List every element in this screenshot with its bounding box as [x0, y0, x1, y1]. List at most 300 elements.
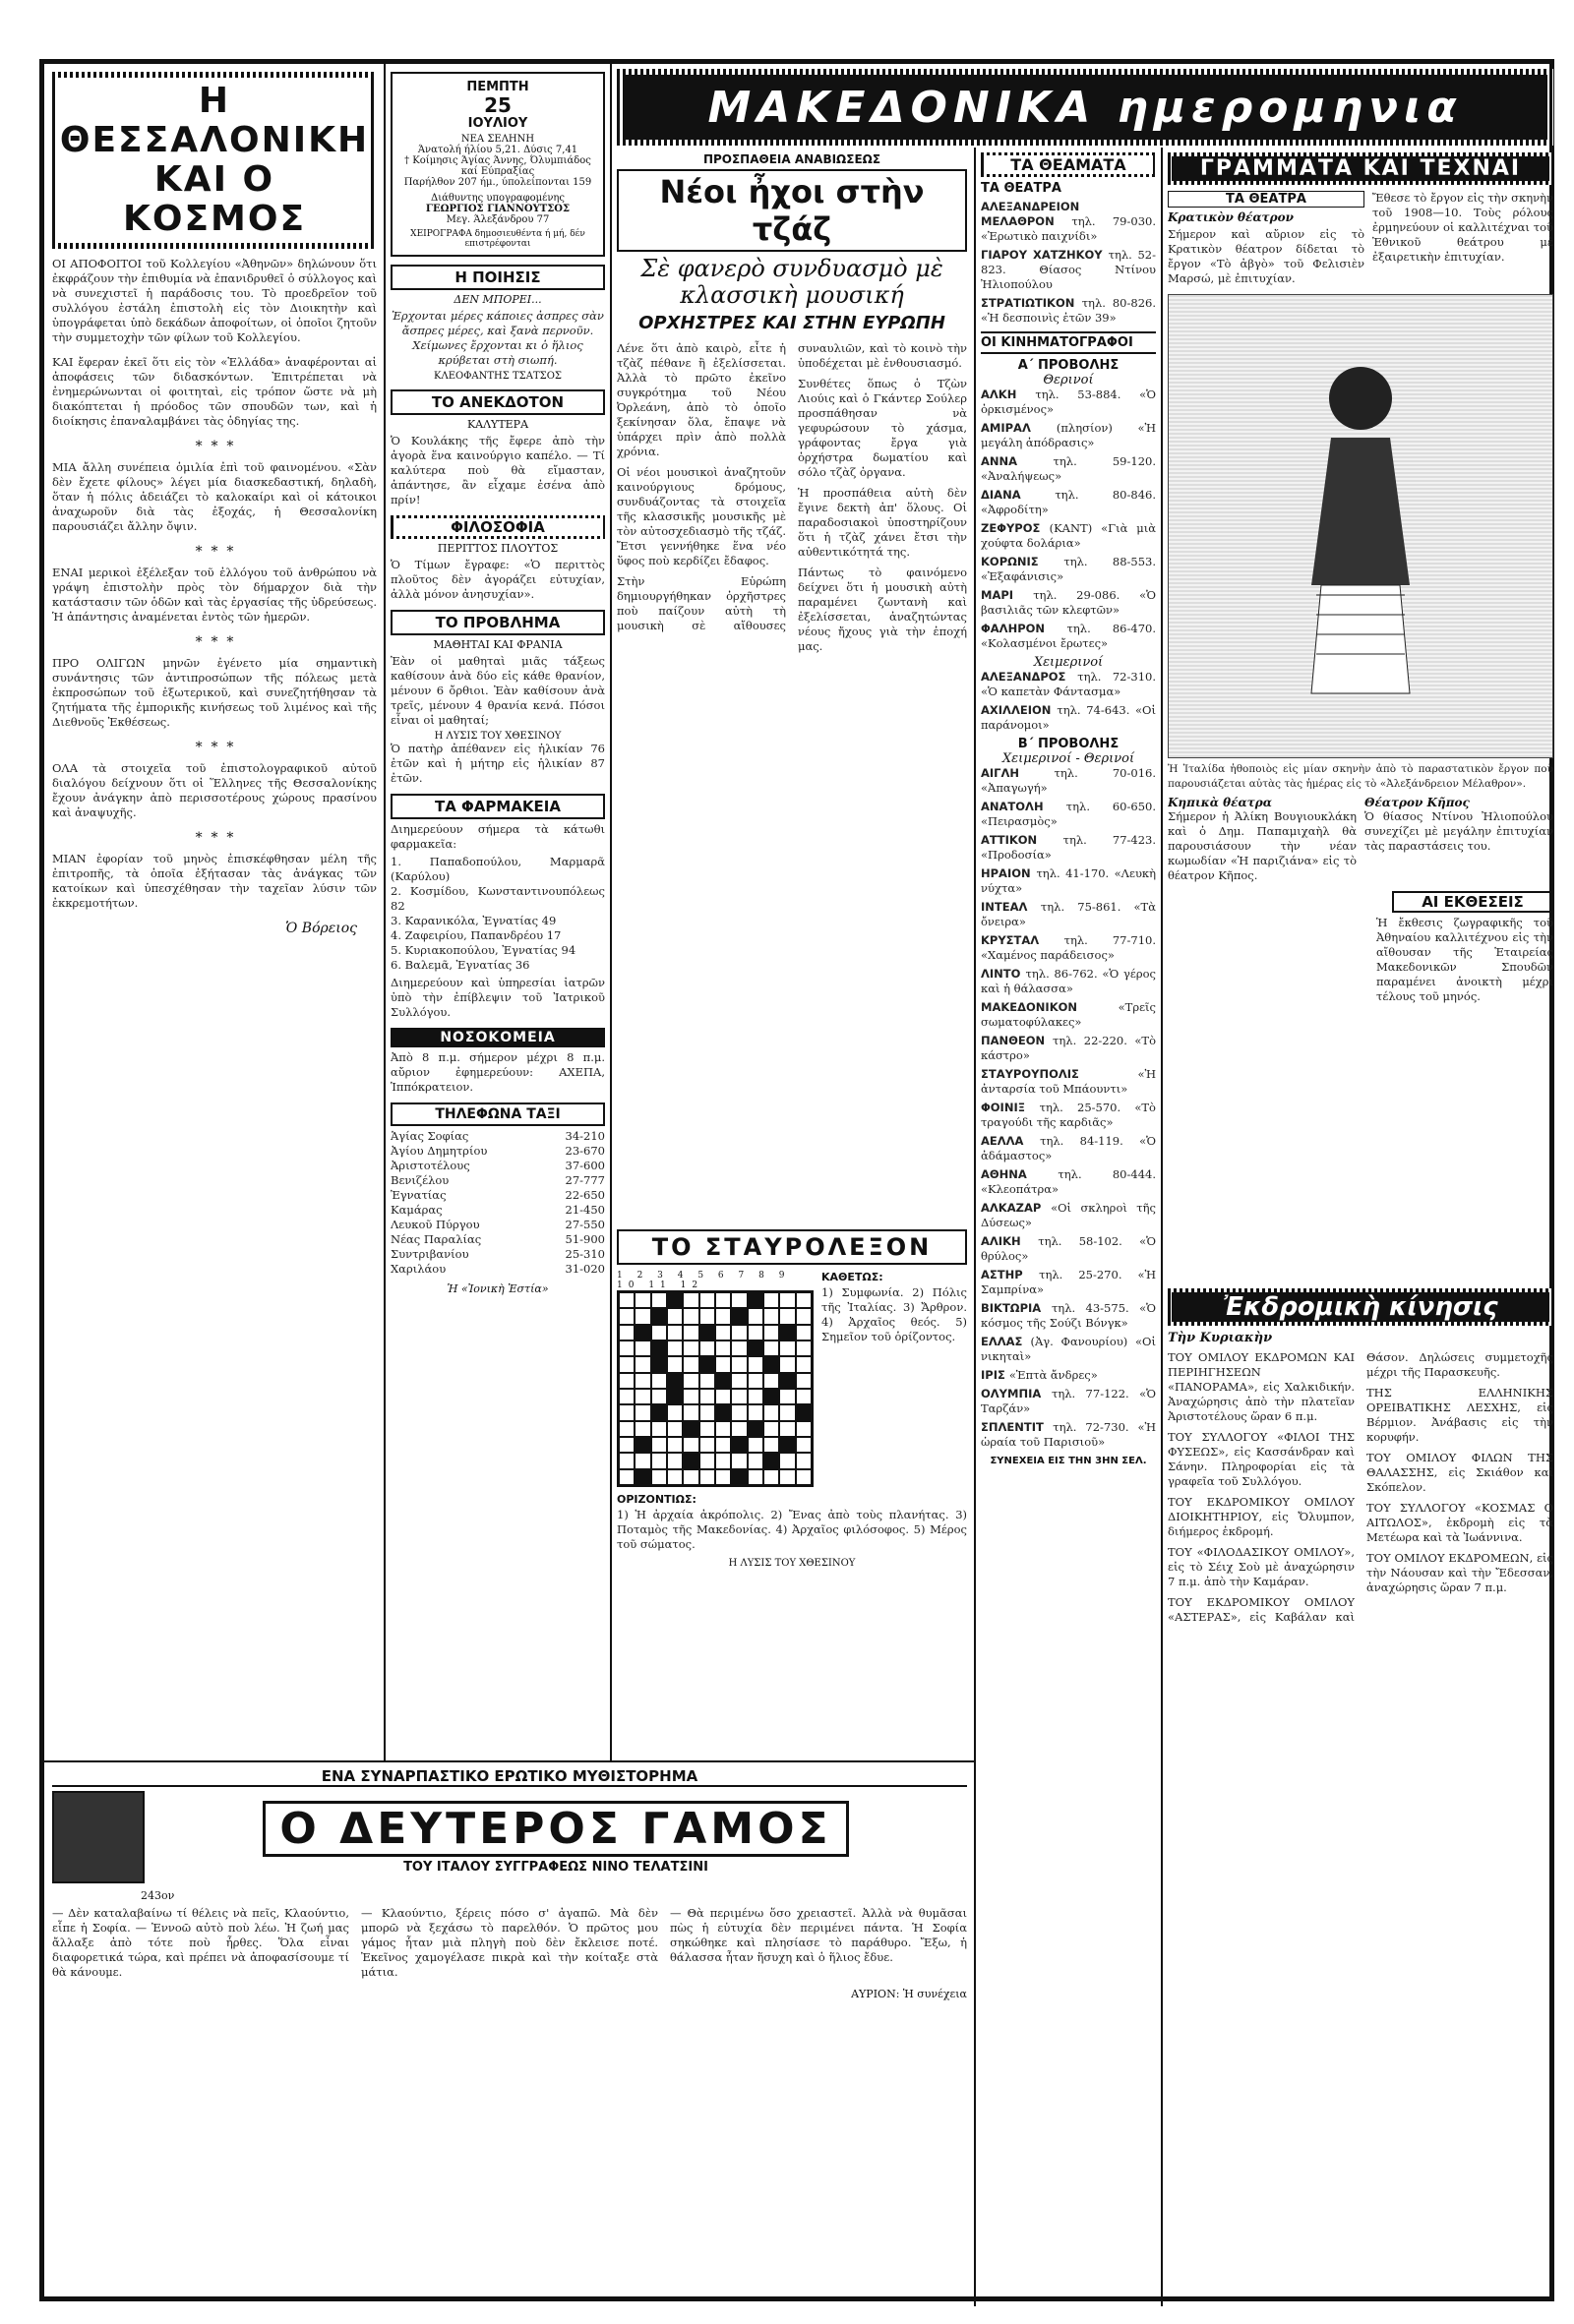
- saints-of-day: † Κοίμησις Άγίας Άννης, Όλυμπιάδος καί Εύπραξίας: [404, 155, 591, 177]
- crossword-cell[interactable]: [763, 1437, 779, 1453]
- cinema-entry-info: «Τρεῖς σωματοφύλακες»: [981, 1000, 1156, 1029]
- taxi-phone-number: 31-020: [565, 1262, 605, 1276]
- excursion-entry: ΤΟΥ ΕΚΔΡΟΜΙΚΟΥ ΟΜΙΛΟΥ «ΑΣΤΕΡΑΣ», εἰς Καβάλαν καὶ Θάσον. Δηλώσεις συμμετοχῆς μέχρι τῆς Παρασκευῆς.: [1168, 1350, 1553, 1624]
- crossword-cell[interactable]: [651, 1453, 667, 1468]
- cinema-entry-info: τηλ. 80-444. «Κλεοπάτρα»: [981, 1167, 1156, 1196]
- serial-portrait: [52, 1791, 145, 1883]
- crossword-cell[interactable]: [796, 1453, 812, 1468]
- crossword-cell[interactable]: [779, 1356, 795, 1372]
- cinema-entry: [981, 1368, 1156, 1383]
- cinema-entry-info: τηλ. 25-270. «Ἡ Σαμπρίνα»: [981, 1268, 1156, 1296]
- crossword-cell[interactable]: [779, 1308, 795, 1324]
- cinema-entry-info: τηλ. 72-310. «Ὁ καπετὰν Φάντασμα»: [981, 670, 1156, 698]
- cinema-entry-info: τηλ. 80-846. «Ἀφροδίτη»: [981, 488, 1156, 516]
- cinema-entry-name: ΜΑΡΙ: [981, 588, 1034, 602]
- crossword-cell[interactable]: [651, 1437, 667, 1453]
- crossword-cell[interactable]: [748, 1308, 763, 1324]
- crossword-cell[interactable]: [667, 1308, 683, 1324]
- crossword-cell[interactable]: [651, 1469, 667, 1485]
- crossword-cell[interactable]: [635, 1373, 650, 1389]
- crossword-cell[interactable]: [763, 1469, 779, 1485]
- excursion-entry: ΤΟΥ ΟΜΙΛΟΥ ΕΚΔΡΟΜΩΝ ΚΑΙ ΠΕΡΙΗΓΗΣΕΩΝ «ΠΑΝΟΡΑΜΑ», εἰς Χαλκιδικήν. Ἀναχώρησις ἀπὸ τὴν πλατεῖαν Ἀριστοτέλους ὥραν 6 π.μ.: [1168, 1350, 1355, 1423]
- cinema-entry-name: ΗΡΑΙΟΝ: [981, 866, 1037, 880]
- crossword-cell[interactable]: [779, 1437, 795, 1453]
- crossword-cell[interactable]: [796, 1373, 812, 1389]
- serial-text: — Κλαούντιο, ξέρεις πόσο σ' ἀγαπῶ. Μὰ δὲν μπορῶ νὰ ξεχάσω τὸ παρελθόν. Ὁ πρῶτος μου γάμος ἦταν μιὰ πληγὴ ποὺ δὲν ἔκλεισε ποτέ. Ἐκεῖνος χαμογέλασε πικρὰ καὶ τὴν κοίταξε στὰ μάτια.: [361, 1906, 658, 1979]
- cinema-entry-name: ΦΟΙΝΙΞ: [981, 1101, 1040, 1114]
- crossword-cell[interactable]: [699, 1373, 715, 1389]
- crossword-cell[interactable]: [748, 1325, 763, 1341]
- crossword-cell[interactable]: [715, 1341, 731, 1356]
- serial-novel: [52, 1767, 967, 2298]
- crossword-cell[interactable]: [763, 1292, 779, 1308]
- crossword-cell[interactable]: [667, 1437, 683, 1453]
- cinema-entry-name: ΚΡΥΣΤΑΛ: [981, 933, 1064, 947]
- cinema-entry: [981, 1000, 1156, 1030]
- crossword-cell[interactable]: [779, 1373, 795, 1389]
- crossword-cell[interactable]: [667, 1453, 683, 1468]
- pharmacies-heading: ΤΑ ΦΑΡΜΑΚΕΙΑ: [391, 794, 605, 819]
- cinema-entry-name: ΑΝΑΤΟΛΗ: [981, 800, 1066, 813]
- cinema-entry-info: τηλ. 58-102. «Ὁ θρύλος»: [981, 1234, 1156, 1263]
- cinema-entry: [981, 800, 1156, 829]
- crossword-cell[interactable]: [715, 1292, 731, 1308]
- crossword-cell[interactable]: [748, 1389, 763, 1404]
- philosophy-heading: ΦΙΛΟΣΟΦΙΑ: [394, 518, 602, 536]
- crossword-cell[interactable]: [731, 1308, 747, 1324]
- crossword-cell[interactable]: [796, 1437, 812, 1453]
- winter-label: Χειμερινοί: [1033, 655, 1104, 670]
- excursion-entry: ΤΟΥ «ΦΙΛΟΔΑΣΙΚΟΥ ΟΜΙΛΟΥ», εἰς τὸ Σέιχ Σοὺ μὲ ἀναχώρησιν 7 π.μ. ἀπὸ τὴν Καμάραν.: [1168, 1545, 1355, 1588]
- theatre-entry-name: ΑΛΕΞΑΝΔΡΕΙΟΝ ΜΕΛΑΘΡΟΝ: [981, 200, 1080, 228]
- cinema-entry-info: «Ἡ ἀνταρσία τοῦ Μπάουντι»: [981, 1067, 1156, 1096]
- problem-solution-text: Ὁ πατὴρ ἀπέθανεν εἰς ἡλικίαν 76 ἐτῶν καὶ ἡ μήτηρ εἰς ἡλικίαν 87 ἐτῶν.: [391, 742, 605, 785]
- crossword-cell[interactable]: [731, 1325, 747, 1341]
- crossword-cell[interactable]: [699, 1469, 715, 1485]
- cinema-entry-info: τηλ. 84-119. «Ὁ ἀδάμαστος»: [981, 1134, 1156, 1162]
- crossword-cell[interactable]: [796, 1404, 812, 1420]
- cinema-entry-name: ΕΛΛΑΣ: [981, 1335, 1031, 1348]
- crossword-cell[interactable]: [635, 1341, 650, 1356]
- crossword-cell[interactable]: [667, 1469, 683, 1485]
- cinema-entry-name: ΣΠΛΕΝΤΙΤ: [981, 1420, 1054, 1434]
- crossword-cell[interactable]: [667, 1373, 683, 1389]
- crossword-cell[interactable]: [748, 1373, 763, 1389]
- crossword-cell[interactable]: [763, 1341, 779, 1356]
- crossword-cell[interactable]: [699, 1404, 715, 1420]
- cinema-entry: [981, 833, 1156, 863]
- crossword-cell[interactable]: [619, 1373, 635, 1389]
- crossword-cell[interactable]: [619, 1308, 635, 1324]
- crossword-cell[interactable]: [651, 1373, 667, 1389]
- crossword-cell[interactable]: [683, 1308, 698, 1324]
- crossword-cell[interactable]: [715, 1437, 731, 1453]
- crossword-cell[interactable]: [619, 1292, 635, 1308]
- crossword-cell[interactable]: [699, 1453, 715, 1468]
- thessaloniki-paragraph: ΕΝΑΙ μερικοὶ ἐξέλεξαν τοῦ ἐλλόγου τοῦ ἀνθρώπου νὰ γράψη ἐπιστολὴν πρὸς τὸν δήμαρχον διὰ τὴν κατάστασιν τῶν ὁδῶν καὶ τὰς ἐργασίας τῆς ὑδρεύσεως. Ἡ ἀπάντησις ἀναμένεται ἐντὸς τῶν ἡμερῶν.: [52, 566, 377, 624]
- taxi-phone-number: 34-210: [565, 1129, 605, 1143]
- crossword-cell[interactable]: [715, 1421, 731, 1437]
- crossword-cell[interactable]: [635, 1292, 650, 1308]
- serial-episode: 243ον: [141, 1889, 175, 1902]
- crossword-cell[interactable]: [731, 1341, 747, 1356]
- crossword-cell[interactable]: [796, 1341, 812, 1356]
- serial-author: ΤΟΥ ΙΤΑΛΟΥ ΣΥΓΓΡΑΦΕΩΣ ΝΙΝΟ ΤΕΛΑΤΣΙΝΙ: [403, 1859, 708, 1875]
- cinema-entry-info: τηλ. 74-643. «Οἱ παράνομοι»: [981, 703, 1156, 732]
- crossword-cell[interactable]: [779, 1292, 795, 1308]
- crossword-cell[interactable]: [667, 1421, 683, 1437]
- crossword-cell[interactable]: [748, 1356, 763, 1372]
- cinema-entry: [981, 387, 1156, 417]
- crossword-cell[interactable]: [748, 1421, 763, 1437]
- taxi-phone-number: 27-550: [565, 1218, 605, 1231]
- cinema-entry: [981, 900, 1156, 929]
- crossword-cell[interactable]: [731, 1389, 747, 1404]
- across-clues-label: ΟΡΙΖΟΝΤΙΩΣ:: [617, 1493, 696, 1506]
- taxi-stand-name: Λευκοῦ Πύργου: [391, 1218, 480, 1231]
- down-clues-label: ΚΑΘΕΤΩΣ:: [821, 1271, 883, 1283]
- cinema-entry: [981, 1387, 1156, 1416]
- section-divider: [44, 1760, 974, 1762]
- crossword-cell[interactable]: [619, 1356, 635, 1372]
- crossword-cell[interactable]: [635, 1389, 650, 1404]
- article-subhead-europe: ΟΡΧΗΣΤΡΕΣ ΚΑΙ ΣΤΗΝ ΕΥΡΩΠΗ: [638, 313, 945, 333]
- theatre-entry-info: τηλ. 80-826. «Ἡ δεσποινὶς ἐτῶν 39»: [981, 296, 1156, 325]
- crossword-cell[interactable]: [699, 1308, 715, 1324]
- pharmacy-entry: 6. Βαλεμᾶ, Ἐγνατίας 36: [391, 958, 530, 972]
- crossword-cell[interactable]: [619, 1404, 635, 1420]
- crossword-cell[interactable]: [731, 1437, 747, 1453]
- crossword-cell[interactable]: [779, 1404, 795, 1420]
- date-weekday: ΠΕΜΠΤΗ: [466, 80, 529, 94]
- crossword-cell[interactable]: [796, 1389, 812, 1404]
- cinema-entry: [981, 588, 1156, 618]
- taxi-phone-number: 25-310: [565, 1247, 605, 1261]
- arts-right-text: Ἔθεσε τὸ ἔργον εἰς τὴν σκηνὴν τοῦ 1908—10. Τοὺς ρόλους ἐρμηνεύουν οἱ καλλιτέχναι τοῦ Ἐθνικοῦ θεάτρου μὲ ἐξαιρετικὴν ἐπιτυχίαν.: [1372, 191, 1553, 264]
- theatre-entry-info: τηλ. 79-030. «Ἐρωτικὸ παιχνίδι»: [981, 214, 1156, 243]
- crossword-cell[interactable]: [699, 1341, 715, 1356]
- excursion-entry: ΤΟΥ ΣΥΛΛΟΓΟΥ «ΚΟΣΜΑΣ Ο ΑΙΤΩΛΟΣ», ἐκδρομὴ εἰς τὰ Μετέωρα καὶ τὰ Ἰωάννινα.: [1366, 1501, 1553, 1544]
- cinema-entry-name: ΑΣΤΗΡ: [981, 1268, 1040, 1281]
- cinema-entry-info: τηλ. 86-470. «Κολασμένοι ἔρωτες»: [981, 622, 1156, 650]
- cinema-entry: [981, 1034, 1156, 1063]
- crossword-cell[interactable]: [651, 1325, 667, 1341]
- crossword-cell[interactable]: [651, 1356, 667, 1372]
- column-listings: [981, 152, 1156, 2296]
- cinema-entry-name: ΑΕΛΛΑ: [981, 1134, 1041, 1148]
- crossword-cell[interactable]: [715, 1308, 731, 1324]
- separator-stars: * * *: [195, 830, 234, 846]
- taxi-phone-number: 51-900: [565, 1232, 605, 1246]
- crossword-cell[interactable]: [748, 1341, 763, 1356]
- crossword-cell[interactable]: [748, 1292, 763, 1308]
- cinema-entry-info: (Ἀγ. Φανουρίου) «Οἱ νικηταὶ»: [981, 1335, 1156, 1363]
- crossword-cell[interactable]: [635, 1469, 650, 1485]
- philosophy-subtitle: ΠΕΡΙΤΤΟΣ ΠΛΟΥΤΟΣ: [437, 542, 559, 555]
- crossword-cell[interactable]: [699, 1356, 715, 1372]
- cinema-entry-info: τηλ. 77-423. «Προδοσία»: [981, 833, 1156, 862]
- philosophy-heading-box: [391, 515, 605, 539]
- serial-banner: ΕΝΑ ΣΥΝΑΡΠΑΣΤΙΚΟ ΕΡΩΤΙΚΟ ΜΥΘΙΣΤΟΡΗΜΑ: [52, 1767, 967, 1787]
- crossword-cell[interactable]: [699, 1437, 715, 1453]
- crossword-cell[interactable]: [715, 1373, 731, 1389]
- crossword-cell[interactable]: [731, 1453, 747, 1468]
- cinema-entry-name: ΛΙΝΤΟ: [981, 967, 1026, 981]
- crossword-cell[interactable]: [715, 1389, 731, 1404]
- crossword-cell[interactable]: [651, 1308, 667, 1324]
- crossword-cell[interactable]: [763, 1404, 779, 1420]
- cinema-entry: [981, 1167, 1156, 1197]
- crossword-cell[interactable]: [651, 1389, 667, 1404]
- across-clues: 1) Ἡ ἀρχαία ἀκρόπολις. 2) Ἔνας ἀπὸ τοὺς πλανήτας. 3) Ποταμὸς τῆς Μακεδονίας. 4) Ἀρχαῖος φιλόσοφος. 5) Μέρος τοῦ σώματος.: [617, 1508, 967, 1551]
- cinema-entry-info: τηλ. 77-122. «Ὁ Ταρζάν»: [981, 1387, 1156, 1415]
- cinema-entry-name: ΑΜΙΡΑΛ: [981, 421, 1057, 435]
- theatres-subheading: ΤΑ ΘΕΑΤΡΑ: [981, 181, 1061, 196]
- crossword-cell[interactable]: [651, 1341, 667, 1356]
- crossword-cell[interactable]: [763, 1356, 779, 1372]
- cinema-entry-name: ΑΛΚΗ: [981, 387, 1036, 401]
- crossword-cell[interactable]: [715, 1469, 731, 1485]
- crossword-column-numbers: 1 2 3 4 5 6 7 8 9 10 11 12: [617, 1271, 791, 1290]
- crossword-cell[interactable]: [779, 1341, 795, 1356]
- cinema-entry-info: «Ἑπτὰ ἄνδρες»: [1008, 1368, 1098, 1382]
- crossword-cell[interactable]: [635, 1325, 650, 1341]
- crossword-cell[interactable]: [748, 1404, 763, 1420]
- crossword-cell[interactable]: [667, 1292, 683, 1308]
- crossword-cell[interactable]: [763, 1308, 779, 1324]
- crossword-cell[interactable]: [779, 1325, 795, 1341]
- taxi-stand-name: Χαριλάου: [391, 1262, 447, 1276]
- date-day: 25: [484, 93, 512, 117]
- crossword-cell[interactable]: [779, 1453, 795, 1468]
- crossword-cell[interactable]: [683, 1469, 698, 1485]
- cinema-entry: [981, 1335, 1156, 1364]
- sun-times: Άνατολή ήλίου 5,21. Δύσις 7,41: [417, 145, 578, 155]
- crossword-cell[interactable]: [619, 1453, 635, 1468]
- crossword-cell[interactable]: [635, 1437, 650, 1453]
- garden-theatres-label: Κηπικὰ θέατρα: [1168, 796, 1272, 809]
- crossword-cell[interactable]: [683, 1453, 698, 1468]
- taxi-stand-name: Ἀριστοτέλους: [391, 1159, 470, 1172]
- excursion-entry: ΤΗΣ ΕΛΛΗΝΙΚΗΣ ΟΡΕΙΒΑΤΙΚΗΣ ΛΕΣΧΗΣ, εἰς Βέρμιον. Ἀνάβασις εἰς τὴν κορυφήν.: [1366, 1386, 1553, 1444]
- crossword-cell[interactable]: [619, 1341, 635, 1356]
- crossword-cell[interactable]: [667, 1356, 683, 1372]
- crossword-cell[interactable]: [635, 1356, 650, 1372]
- excursion-entry: ΤΟΥ ΟΜΙΛΟΥ ΦΙΛΩΝ ΤΗΣ ΘΑΛΑΣΣΗΣ, εἰς Σκιάθον καὶ Σκόπελον.: [1366, 1451, 1553, 1494]
- crossword-cell[interactable]: [651, 1404, 667, 1420]
- crossword-cell[interactable]: [796, 1308, 812, 1324]
- crossword-cell[interactable]: [779, 1469, 795, 1485]
- cinema-entry: [981, 1201, 1156, 1230]
- taxi-phone-entry: [391, 1247, 605, 1262]
- crossword-cell[interactable]: [796, 1421, 812, 1437]
- thessaloniki-paragraph: ΟΙ ΑΠΟΦΟΙΤΟΙ τοῦ Κολλεγίου «Ἀθηνῶν» δηλώνουν ὅτι ἐκφράζουν τὴν ἐπιθυμία νὰ ἐπανιδρυθεῖ ὁ σύλλογος καὶ νὰ συνεχιστεῖ ἡ παράδοσις του. Τὸ προεδρεῖον τοῦ συλλόγου ἐστάλη ἐπιστολὴ εἰς τὸν Διοικητὴν καὶ ὑπογράφεται ὑπὸ δεκάδων ἀποφοίτων, οἱ ὁποῖοι ζητοῦν τὴν συμμετοχὴν τῶν φίλων τοῦ Κολλεγίου.: [52, 257, 377, 344]
- crossword-cell[interactable]: [667, 1404, 683, 1420]
- cinema-entry-name: ΠΑΝΘΕΟΝ: [981, 1034, 1054, 1047]
- cinema-entry-info: τηλ. 86-762. «Ὁ γέρος καὶ ἡ θάλασσα»: [981, 967, 1156, 995]
- state-theatre-label: Κρατικὸν θέατρον: [1168, 210, 1294, 224]
- theatre-entry-info: τηλ. 52-823. Θίασος Ντίνου Ἠλιοπούλου: [981, 248, 1156, 291]
- ionian-note: Ἡ «Ἰονικὴ Ἑστία»: [447, 1282, 549, 1295]
- hospitals-text: Ἀπὸ 8 π.μ. σήμερον μέχρι 8 π.μ. αὔριον ἐφημερεύουν: ΑΧΕΠΑ, Ἱππόκρατειον.: [391, 1050, 605, 1094]
- crossword-cell[interactable]: [715, 1404, 731, 1420]
- crossword-cell[interactable]: [683, 1373, 698, 1389]
- theatre-list: [981, 200, 1156, 326]
- masthead-title: ΜΑΚΕΔΟΝΙΚΑ ημερομηνια: [707, 82, 1463, 133]
- crossword-cell[interactable]: [699, 1325, 715, 1341]
- crossword-cell[interactable]: [731, 1469, 747, 1485]
- crossword-cell[interactable]: [779, 1421, 795, 1437]
- theatre-entry: [981, 296, 1156, 326]
- pharmacy-entry: 3. Καρανικόλα, Ἐγνατίας 49: [391, 914, 557, 927]
- taxi-stand-name: Βενιζέλου: [391, 1173, 450, 1187]
- cinema-entry: [981, 1234, 1156, 1264]
- crossword-heading: ΤΟ ΣΤΑΥΡΟΛΕΞΟΝ: [617, 1229, 967, 1265]
- crossword-cell[interactable]: [619, 1389, 635, 1404]
- crossword-cell[interactable]: [796, 1469, 812, 1485]
- actress-figure-icon: [1262, 339, 1459, 713]
- taxi-phone-entry: [391, 1232, 605, 1247]
- column-misc: [391, 72, 605, 1754]
- crossword-cell[interactable]: [619, 1469, 635, 1485]
- crossword-cell[interactable]: [715, 1453, 731, 1468]
- taxi-phone-list: [391, 1129, 605, 1277]
- crossword-cell[interactable]: [683, 1404, 698, 1420]
- taxi-stand-name: Ἐγνατίας: [391, 1188, 447, 1202]
- anecdote-heading: ΤΟ ΑΝΕΚΔΟΤΟΝ: [391, 389, 605, 415]
- crossword-cell[interactable]: [715, 1356, 731, 1372]
- cinema-winter-list: [981, 670, 1156, 733]
- crossword-cell[interactable]: [763, 1421, 779, 1437]
- crossword-cell[interactable]: [683, 1356, 698, 1372]
- cinema-entry-name: ΑΛΙΚΗ: [981, 1234, 1039, 1248]
- serial-continued: ΑΥΡΙΟΝ: Ἡ συνέχεια: [851, 1988, 967, 2000]
- continued-note: ΣΥΝΕΧΕΙΑ ΕΙΣ ΤΗΝ 3ΗΝ ΣΕΛ.: [990, 1456, 1147, 1466]
- taxi-phones-heading: ΤΗΛΕΦΩΝΑ ΤΑΞΙ: [391, 1102, 605, 1126]
- kipos-theatre-label: Θέατρον Κῆπος: [1364, 796, 1470, 809]
- crossword-cell[interactable]: [667, 1389, 683, 1404]
- taxi-phone-entry: [391, 1188, 605, 1203]
- article-paragraph: Στὴν Εὐρώπη δημιουργήθηκαν ὀρχῆστρες ποὺ παίζουν αὐτὴ τὴ μουσικὴ σὲ αἴθουσες συναυλιῶν, καὶ τὸ κοινὸ τὴν ὑποδέχεται μὲ ἐνθουσιασμό.: [617, 341, 967, 632]
- garden-theatres-text: Σήμερον ἡ Ἀλίκη Βουγιουκλάκη καὶ ὁ Δημ. Παπαμιχαὴλ θὰ παρουσιάσουν τὴν νέαν κωμωδίαν «Ἡ παριζιάνα» εἰς τὸ θέατρον Κῆπος.: [1168, 809, 1357, 882]
- crossword-cell[interactable]: [683, 1421, 698, 1437]
- crossword-cell[interactable]: [667, 1325, 683, 1341]
- cinema-entry: [981, 1101, 1156, 1130]
- crossword-cell[interactable]: [683, 1437, 698, 1453]
- thessaloniki-paragraph: ΜΙΑΝ ἐφορίαν τοῦ μηνὸς ἐπισκέφθησαν μέλη τῆς ἐπιτροπῆς, τὰ ὁποῖα ἐξήτασαν τὰς ἀνάγκας τῶν κατοίκων καὶ ὑπεσχέθησαν τὴν ταχεῖαν λύσιν τῶν ἐκκρεμοτήτων.: [52, 852, 377, 910]
- article-body: [617, 341, 967, 654]
- crossword-cell[interactable]: [779, 1389, 795, 1404]
- crossword-cell[interactable]: [683, 1389, 698, 1404]
- crossword-cell[interactable]: [763, 1325, 779, 1341]
- crossword-cell[interactable]: [635, 1308, 650, 1324]
- crossword-cell[interactable]: [748, 1453, 763, 1468]
- theatre-entry-name: ΓΙΑΡΟΥ ΧΑΤΖΗΚΟΥ: [981, 248, 1109, 262]
- crossword-cell[interactable]: [731, 1421, 747, 1437]
- crossword-cell[interactable]: [748, 1437, 763, 1453]
- state-theatre-text: Σήμερον καὶ αὔριον εἰς τὸ Κρατικὸν θέατρον δίδεται τὸ ἔργον «Τὸ ἀβγὸ» τοῦ Φελισιὲν Μαρσώ, μὲ ἐπιτυχίαν.: [1168, 227, 1364, 285]
- thessaloniki-paragraph: ΠΡΟ ΟΛΙΓΩΝ μηνῶν ἐγένετο μία σημαντικὴ συνάντησις τῶν ἀντιπροσώπων τῆς πόλεως μετὰ ἐκπροσώπων τοῦ ἐξωτερικοῦ, καὶ συνεζητήθησαν τὰ ζητήματα τῆς ἐμπορικῆς κινήσεως τοῦ λιμένος καὶ τῆς Διεθνοῦς Ἐκθέσεως.: [52, 656, 377, 729]
- exhibitions-heading: ΑΙ ΕΚΘΕΣΕΙΣ: [1392, 891, 1553, 913]
- cinema-entry-name: ΑΙΓΛΗ: [981, 766, 1055, 780]
- crossword-cell[interactable]: [619, 1325, 635, 1341]
- cinema-entry-info: τηλ. 88-553. «Ἐξαφάνισις»: [981, 555, 1156, 583]
- crossword-cell[interactable]: [748, 1469, 763, 1485]
- cinema-entry: [981, 622, 1156, 651]
- separator-stars: * * *: [195, 439, 234, 454]
- thessaloniki-heading-line2: ΚΑΙ Ο ΚΟΣΜΟΣ: [122, 159, 307, 239]
- taxi-stand-name: Ἁγίας Σοφίας: [391, 1129, 469, 1143]
- photo-caption: Ἡ Ἰταλίδα ἡθοποιὸς εἰς μίαν σκηνὴν ἀπὸ τὸ παραστατικὸν ἔργον ποὺ παρουσιάζεται αὐτὰς τὰς ἡμέρας εἰς τὸ «Ἀλεξάνδρειον Μέλαθρον».: [1168, 763, 1553, 790]
- crossword-cell[interactable]: [715, 1325, 731, 1341]
- column-divider: [974, 148, 976, 2306]
- crossword-cell[interactable]: [635, 1421, 650, 1437]
- crossword-cell[interactable]: [635, 1453, 650, 1468]
- thessaloniki-paragraph: ΚΑΙ ἔφεραν ἐκεῖ ὅτι εἰς τὸν «Ἑλλάδα» ἀναφέρονται αἱ ἀποφάσεις τῶν διδασκόντων. Ἐπιτρέπεται νὰ ἐνημερώνωνται οἱ φοιτηταὶ, εἰς τρόπον ὥστε νὰ μὴ διακόπτεται ἡ πρόοδος τῶν σπουδῶν των, καὶ ἡ διοίκησις ἐπαναλαμβάνει τὰς ὁδηγίας της.: [52, 355, 377, 428]
- crossword-cell[interactable]: [635, 1404, 650, 1420]
- theatre-photo: [1168, 294, 1553, 758]
- crossword-cell[interactable]: [731, 1292, 747, 1308]
- article-paragraph: Οἱ νέοι μουσικοὶ ἀναζητοῦν καινούργιους δρόμους, συνδυάζοντας τὰ στοιχεῖα τῆς κλασσικῆς μουσικῆς μὲ τὸν αὐτοσχεδιασμὸ τῆς τζάζ. Ἔτσι γεννήθηκε ἕνα νέο ὕφος ποὺ κερδίζει ἔδαφος.: [617, 465, 786, 567]
- cinema-entry-name: ΑΘΗΝΑ: [981, 1167, 1059, 1181]
- crossword-cell[interactable]: [796, 1325, 812, 1341]
- crossword-cell[interactable]: [667, 1341, 683, 1356]
- days-remaining: Παρήλθον 207 ήμ., ύπολείπονται 159: [403, 177, 592, 188]
- cinema-entry-info: τηλ. 72-730. «Ἡ ὡραία τοῦ Παρισιοῦ»: [981, 1420, 1156, 1449]
- taxi-phone-number: 23-670: [565, 1144, 605, 1158]
- column-arts: [1168, 152, 1553, 1283]
- crossword-cell[interactable]: [796, 1292, 812, 1308]
- crossword-cell[interactable]: [763, 1373, 779, 1389]
- pharmacy-entry: 5. Κυριακοπούλου, Ἐγνατίας 94: [391, 943, 576, 957]
- poetry-subtitle: ΔΕΝ ΜΠΟΡΕΙ...: [454, 293, 542, 306]
- cinemas-heading: ΟΙ ΚΙΝΗΜΑΤΟΓΡΑΦΟΙ: [981, 331, 1156, 354]
- cinema-entry-name: ΖΕΦΥΡΟΣ: [981, 521, 1050, 535]
- crossword-cell[interactable]: [796, 1356, 812, 1372]
- crossword-cell[interactable]: [619, 1437, 635, 1453]
- cinema-entry: [981, 1301, 1156, 1331]
- crossword-cell[interactable]: [651, 1421, 667, 1437]
- pharmacies-intro: Διημερεύουν σήμερα τὰ κάτωθι φαρμακεῖα:: [391, 822, 605, 851]
- crossword-cell[interactable]: [651, 1292, 667, 1308]
- crossword-cell[interactable]: [683, 1341, 698, 1356]
- date-month: ΙΟΥΛΙΟΥ: [467, 116, 528, 131]
- taxi-phone-number: 21-450: [565, 1203, 605, 1217]
- crossword-cell[interactable]: [763, 1389, 779, 1404]
- cinema-entry-name: ΔΙΑΝΑ: [981, 488, 1056, 502]
- crossword-cell[interactable]: [683, 1292, 698, 1308]
- crossword-cell[interactable]: [731, 1356, 747, 1372]
- crossword-cell[interactable]: [699, 1421, 715, 1437]
- cinema-entry-name: ΙΡΙΣ: [981, 1368, 1009, 1382]
- cinema-entry: [981, 670, 1156, 699]
- taxi-stand-name: Ἀγίου Δημητρίου: [391, 1144, 488, 1158]
- taxi-phone-entry: [391, 1218, 605, 1232]
- crossword-cell[interactable]: [619, 1421, 635, 1437]
- excursion-list: [1168, 1350, 1553, 1625]
- taxi-stand-name: Νέας Παραλίας: [391, 1232, 482, 1246]
- cinema-entry: [981, 454, 1156, 484]
- crossword-cell[interactable]: [731, 1404, 747, 1420]
- crossword-grid[interactable]: [617, 1290, 814, 1487]
- crossword-cell[interactable]: [731, 1373, 747, 1389]
- crossword-cell[interactable]: [699, 1292, 715, 1308]
- crossword-cell[interactable]: [683, 1325, 698, 1341]
- cinema-entry-name: ΚΟΡΩΝΙΣ: [981, 555, 1064, 568]
- cinema-entry-name: ΑΤΤΙΚΟΝ: [981, 833, 1063, 847]
- crossword-cell[interactable]: [699, 1389, 715, 1404]
- crossword-cell[interactable]: [763, 1453, 779, 1468]
